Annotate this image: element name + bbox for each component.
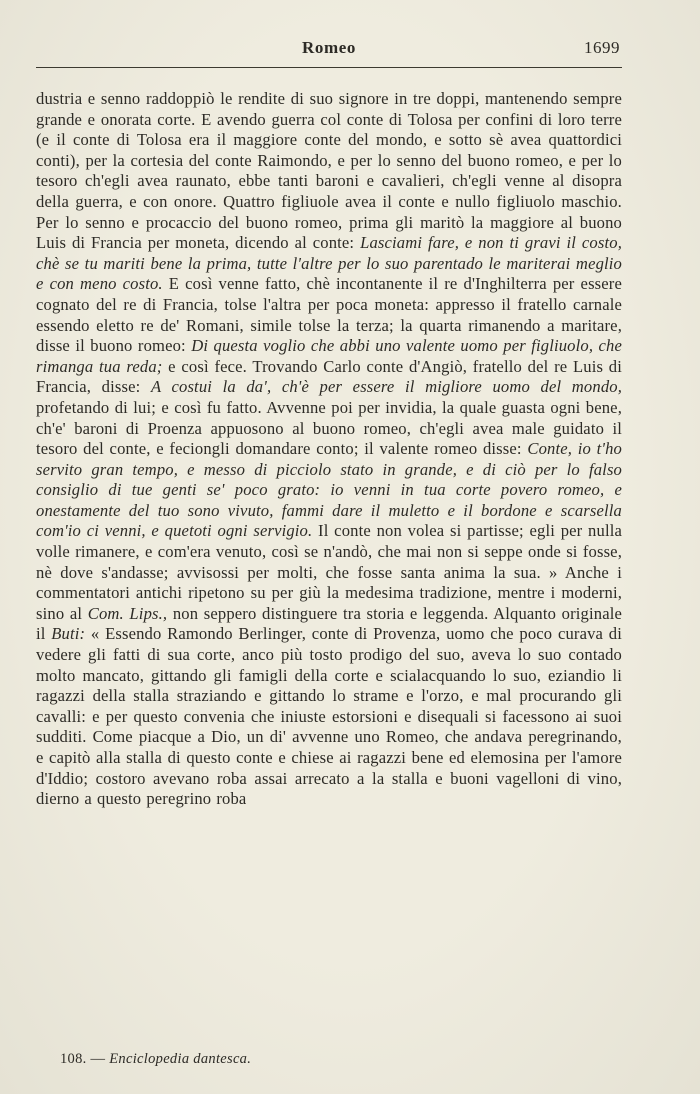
- italic-quote-segment: A costui la da', ch'è per essere il migliore uomo del mondo,: [150, 377, 623, 397]
- work-title: Enciclopedia dantesca.: [109, 1051, 252, 1067]
- header-rule: [36, 67, 622, 68]
- text-segment: non seppero distinguere tra storia e leggenda. Alquanto originale il: [36, 603, 622, 644]
- page-number: 1699: [584, 38, 620, 57]
- text-segment: dustria e senno raddoppiò le rendite di suo signore in tre doppi, mantenendo sempre grande e onorata corte. E avendo guerra col conte di Tolosa per confini di loro terre (e il conte di Tolosa era il maggiore conte del mondo, e sotto sè avea quattordici conti), per la cortesia del conte Raimondo, e per lo senno del buono romeo, e per lo tesoro ch'egli avea raunato, ebbe tanti baroni e cavalieri, ch'egli venne al disopra della guerra, e con onore. Quattro figliuole avea il conte e nullo figliuolo maschio. Per lo senno e procaccio del buono romeo, prima gli maritò la maggiore al buono Luis di Francia per moneta, dicendo al conte:: [36, 89, 622, 253]
- running-head: [36, 38, 622, 62]
- italic-quote-segment: Lasciami fare, e non ti gravi il costo, chè se tu mariti bene la prima, tutte l'altre per lo suo parentado le mariterai meglio e con meno costo.: [36, 233, 622, 294]
- signature-dash: —: [90, 1051, 106, 1067]
- text-segment: « Essendo Ramondo Berlinger, conte di Provenza, uomo che poco curava di vedere gli fatti di sua corte, anco più tosto prodigo del suo, aveva lo suo contado molto mancato, gittando gli famigli della corte e scialacquando lo suo, eziandio li ragazzi della stalla straziando e gittando lo strame e l'orzo, e mal procurando gli cavalli: e per questo convenia che iniuste estorsioni e disequali si facessono ai suoi sudditi. Come piacque a Dio, un di' avvenne uno Romeo, che andava peregrinando, e capitò alla stalla di questo conte e chiese ai ragazzi bene ed elemosina per l'amore d'Iddio; costoro avevano roba assai arrecato a la stalla e buoni vagelloni di vino, dierno a questo peregrino roba: [36, 624, 622, 809]
- italic-quote-segment: Di questa voglio che abbi uno valente uomo per figliuolo, che rimanga tua reda;: [36, 336, 622, 376]
- text-segment: e così fece. Trovando Carlo conte d'Angiò, fratello del re Luis di Francia, disse:: [36, 356, 622, 397]
- footer-signature-line: [60, 1051, 251, 1068]
- running-head-title: Romeo: [302, 38, 356, 57]
- italic-quote-segment: Conte, io t'ho servito gran tempo, e messo di picciolo stato in grande, e di ciò per lo falso consiglio di tue genti se' poco grato: io venni in tua corte povero romeo, e onestamente del tuo sono vivuto, fammi dare il muletto e il bordone e scarsella com'io ci venni, e quetoti ogni servigio.: [36, 439, 622, 541]
- text-segment: E così venne fatto, chè incontanente il re d'Inghilterra per essere cognato del re di Francia, tolse l'altra per poca moneta: appresso il fratello carnale essendo eletto re de' Romani, simile tolse la terza; la quarta rimanendo a maritare, disse il buono romeo:: [36, 274, 622, 356]
- text-block: [36, 38, 622, 826]
- text-segment: Il conte non volea si partisse; egli per nulla volle rimanere, e com'era venuto, così se n'andò, che mai non si seppe onde si fosse, nè dove s'andasse; avvisossi per molti, che fosse santa anima la sua. » Anche i commentatori antichi ripetono su per giù la medesima tradizione, mentre i moderni, sino al: [36, 521, 622, 623]
- text-segment: profetando di lui; e così fu fatto. Avvenne poi per invidia, la quale guasta ogni bene, ch'e' baroni di Proenza appuosono al buono romeo, ch'egli avea male guidato il tesoro del conte, e feciongli domandare conto; il valente romeo disse:: [36, 397, 622, 459]
- italic-quote-segment: Buti:: [51, 624, 86, 644]
- signature-number: 108.: [60, 1051, 87, 1067]
- italic-quote-segment: Com. Lips.,: [87, 603, 168, 623]
- body-text: [36, 89, 622, 810]
